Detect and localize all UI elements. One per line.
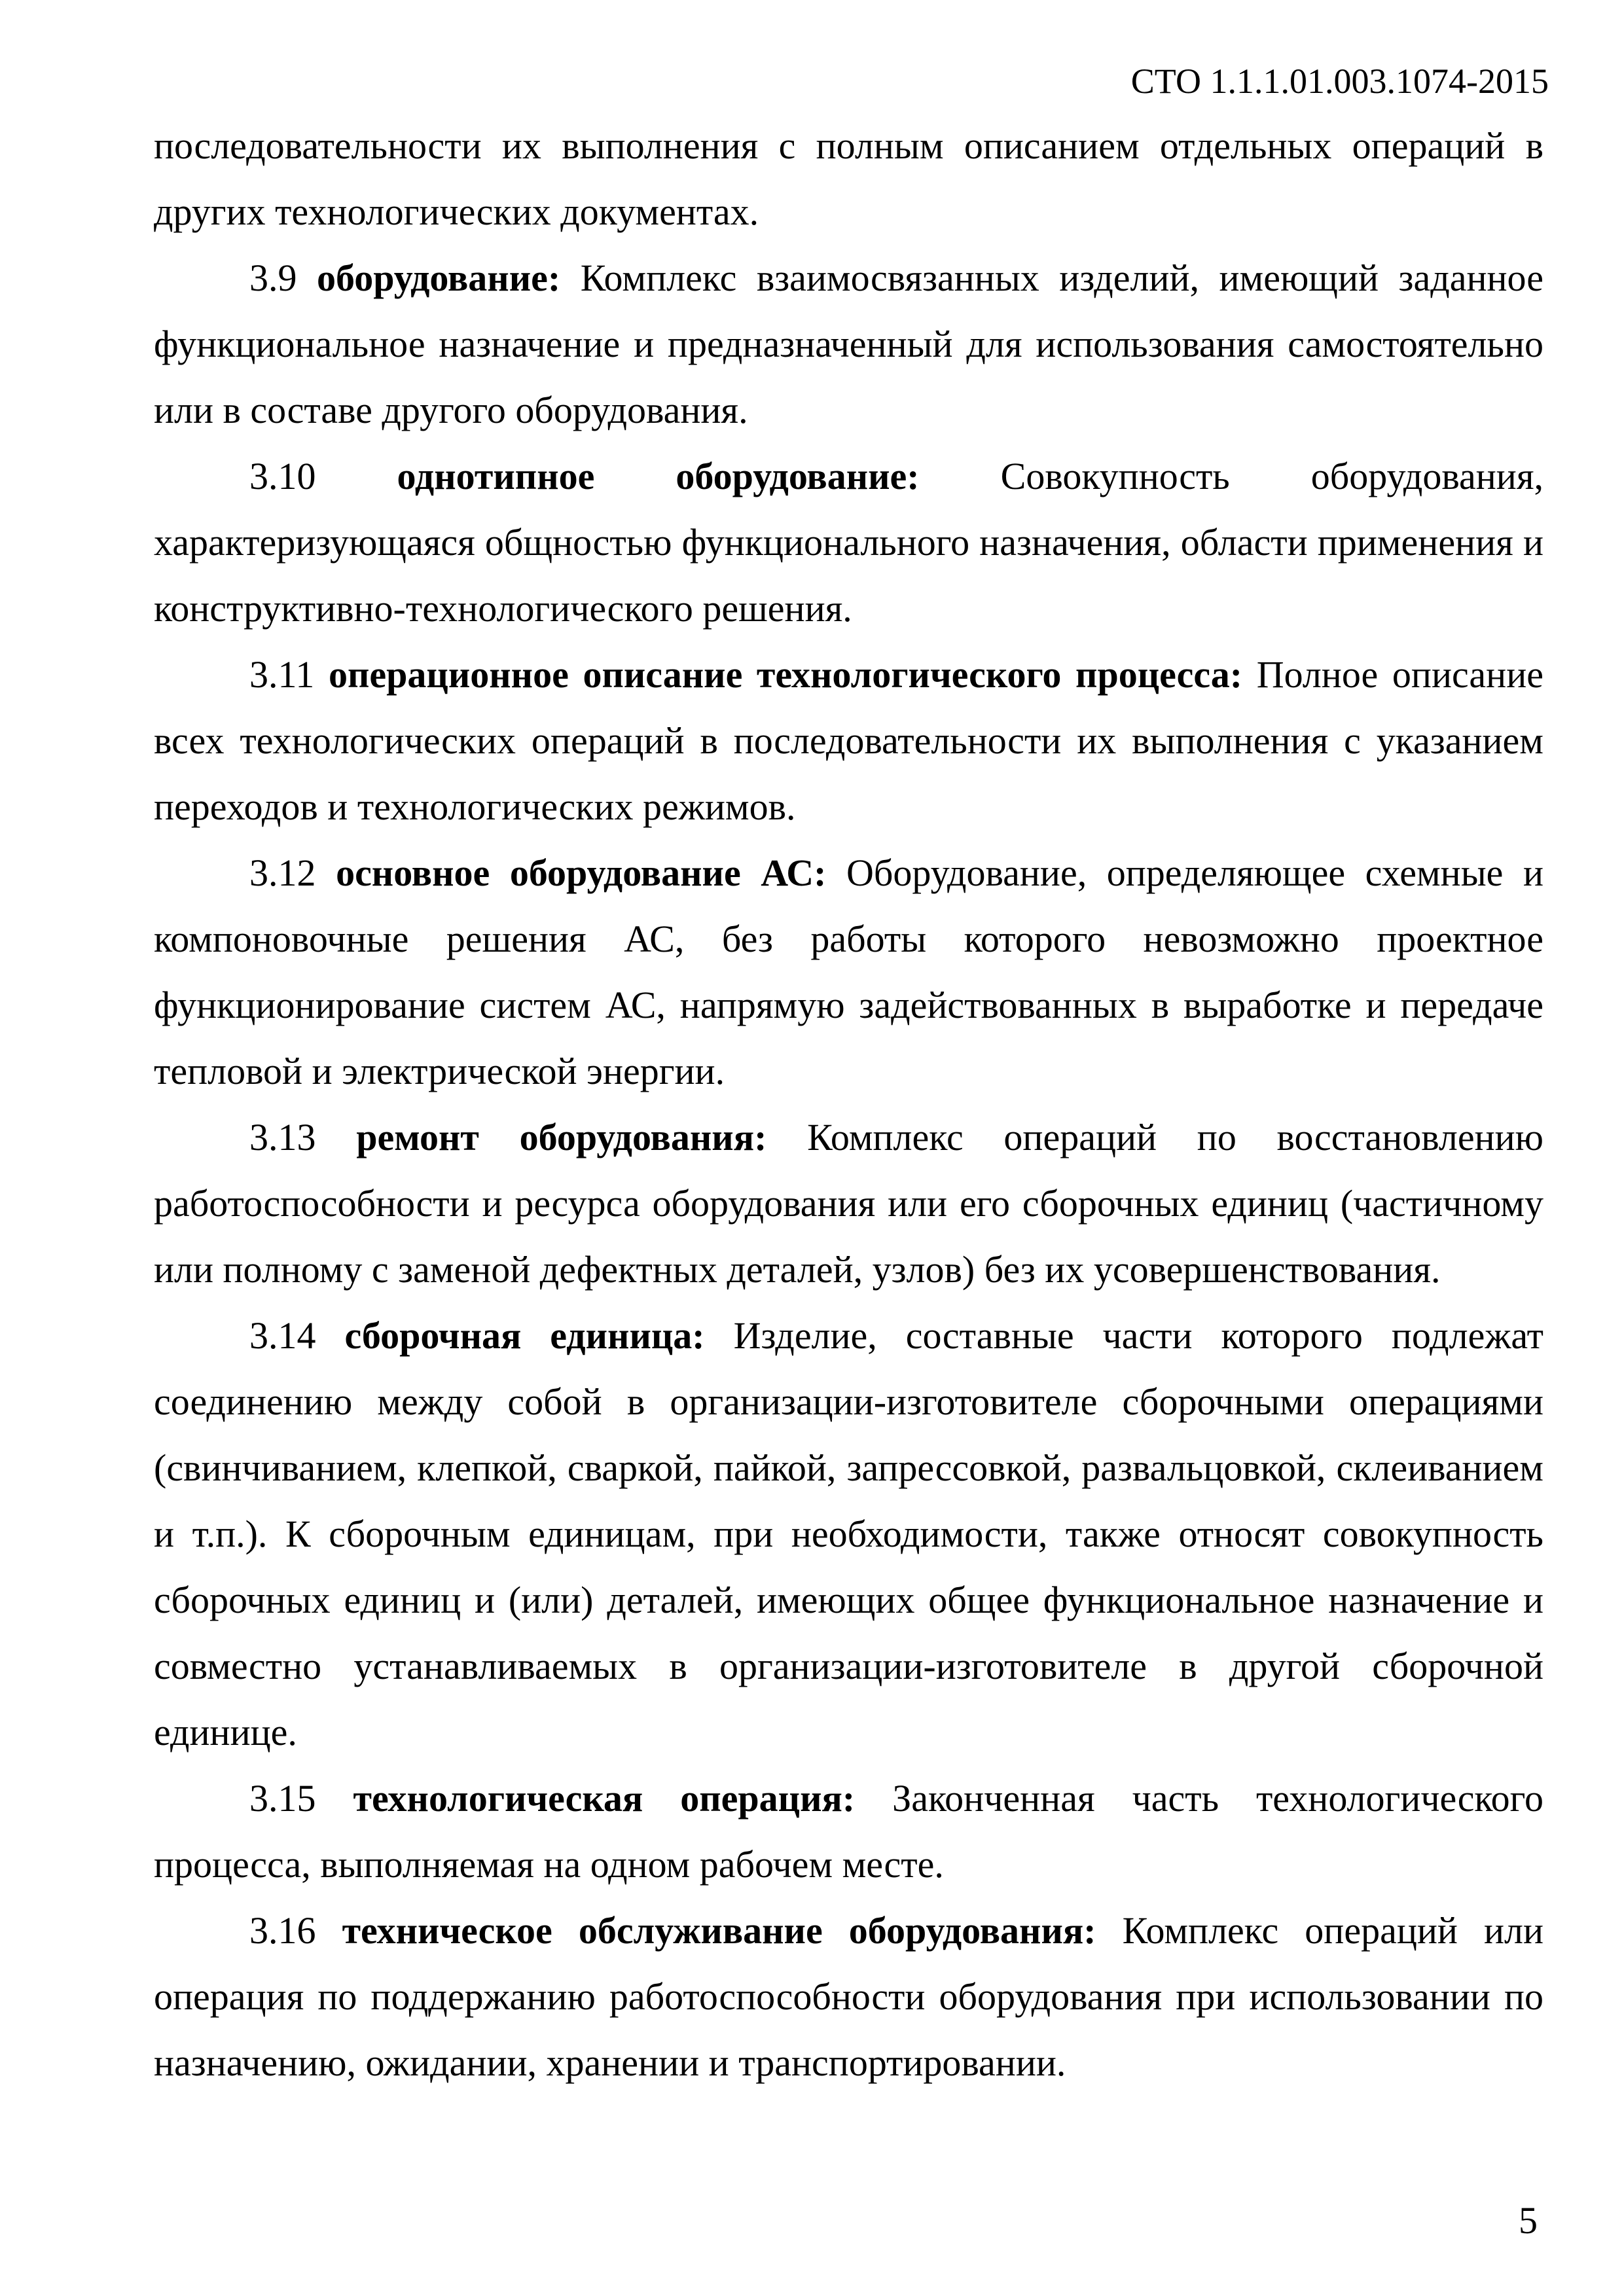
definition-number: 3.11 [249,653,315,696]
definition-3-11 [154,641,1543,840]
definition-number: 3.9 [249,257,297,299]
definition-3-12 [154,840,1543,1104]
definition-text: Полное описание всех технологических операций в последовательности их выполнения с указанием переходов и технологических режимов. [154,653,1543,828]
definition-text: Оборудование, определяющее схемные и компоновочные решения АС, без работы которого невозможно проектное функционирование систем АС, напрямую задействованных в выработке и передаче тепловой и электрической энергии. [154,852,1544,1092]
definition-number: 3.10 [249,455,316,497]
definition-term: технологическая операция: [353,1777,856,1820]
definition-term: однотипное оборудование: [397,455,920,497]
definition-text: Комплекс операций по восстановлению работоспособности и ресурса оборудования или его сборочных единиц (частичному или полному с заменой дефектных деталей, узлов) без их усовершенствования. [154,1116,1544,1291]
definition-3-16 [154,1897,1543,2096]
definition-number: 3.14 [249,1314,316,1357]
definition-3-15 [154,1765,1543,1897]
definition-text: Комплекс операций или операция по поддержанию работоспособности оборудования при использовании по назначению, ожидании, хранении и транспортировании. [154,1909,1544,2084]
definition-3-13 [154,1104,1543,1302]
definition-number: 3.13 [249,1116,316,1158]
definition-number: 3.15 [249,1777,316,1820]
definition-term: сборочная единица: [344,1314,705,1357]
definition-term: техническое обслуживание оборудования: [342,1909,1096,1952]
definition-text: Законченная часть технологического процесса, выполняемая на одном рабочем месте. [154,1777,1544,1886]
definition-text: Совокупность оборудования, характеризующаяся общностью функционального назначения, области применения и конструктивно-технологического решения. [154,455,1544,630]
definition-term: ремонт оборудования: [356,1116,767,1158]
definition-number: 3.16 [249,1909,316,1952]
document-body [154,113,1543,2096]
document-code-header: СТО 1.1.1.01.003.1074-2015 [1130,62,1549,101]
definition-term: оборудование: [317,257,561,299]
definition-3-10 [154,443,1543,641]
definition-text: Комплекс взаимосвязанных изделий, имеющий заданное функциональное назначение и предназначенный для использования самостоятельно или в составе другого оборудования. [154,257,1543,431]
definition-term: основное оборудование АС: [336,852,827,894]
definition-text: Изделие, составные части которого подлежат соединению между собой в организации-изготовителе сборочными операциями (свинчиванием, клепкой, сваркой, пайкой, запрессовкой, развальцовкой, склеиванием и т.п.). К сборочным единицам, при необходимости, также относят совокупность сборочных единиц и (или) деталей, имеющих общее функциональное назначение и совместно устанавливаемых в организации-изготовителе в другой сборочной единице. [154,1314,1544,1753]
continuation-paragraph: последовательности их выполнения с полным описанием отдельных операций в других технологических документах. [154,124,1543,233]
page-number: 5 [1519,2199,1538,2242]
definition-3-14 [154,1302,1543,1765]
definition-term: операционное описание технологического процесса: [328,653,1243,696]
definition-number: 3.12 [249,852,316,894]
definition-3-9 [154,245,1543,443]
